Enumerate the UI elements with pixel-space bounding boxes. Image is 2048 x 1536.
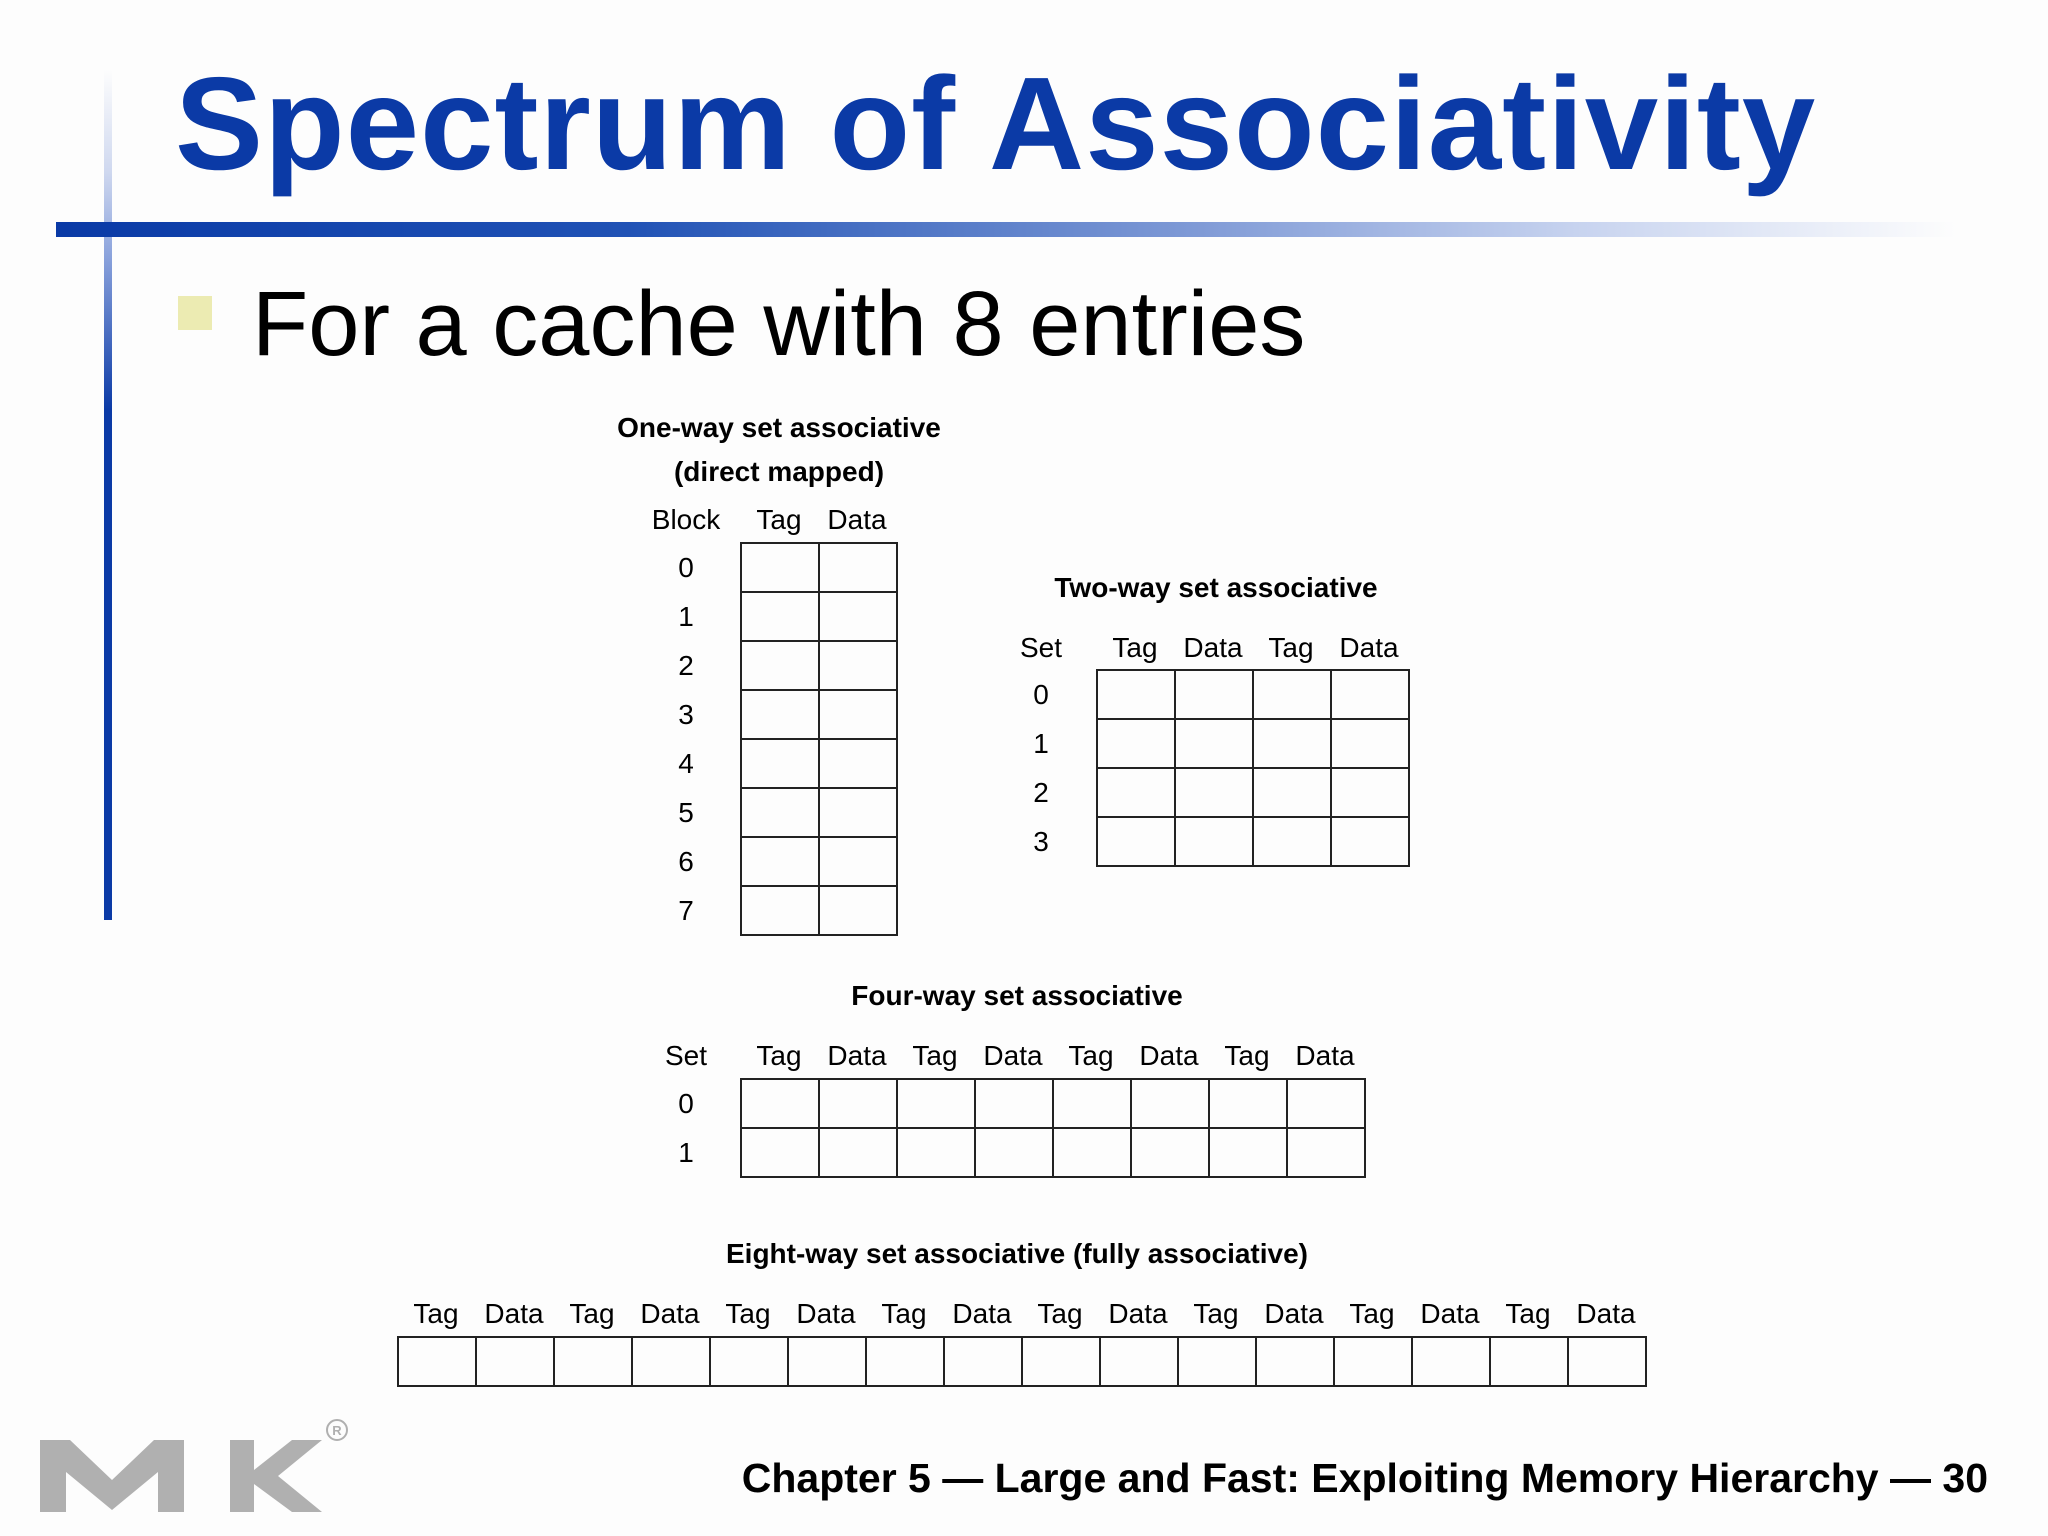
grid-row <box>741 837 897 886</box>
data-cell <box>1175 817 1253 866</box>
data-cell <box>975 1079 1053 1128</box>
data-cell <box>788 1337 866 1386</box>
eight-way-col-header: Tag <box>1505 1298 1551 1329</box>
footer-text: Chapter 5 — Large and Fast: Exploiting Memory Hierarchy — 30 <box>741 1455 1988 1501</box>
one-way-row-label: 4 <box>678 748 694 779</box>
eight-way-grid <box>397 1336 1647 1387</box>
tag-cell <box>1253 719 1331 768</box>
two-way-row-label: 3 <box>1033 826 1049 857</box>
logo-letter-m <box>40 1440 184 1512</box>
eight-way-col-header: Tag <box>1349 1298 1395 1329</box>
data-cell <box>632 1337 710 1386</box>
eight-way-col-header: Tag <box>725 1298 771 1329</box>
one-way-row-label: 6 <box>678 846 694 877</box>
tag-cell <box>1253 670 1331 719</box>
svg-text:R: R <box>332 1423 342 1438</box>
grid-row <box>741 1128 1365 1177</box>
tag-cell <box>1253 817 1331 866</box>
four-way-title: Four-way set associative <box>851 980 1183 1011</box>
grid-row <box>741 1079 1365 1128</box>
grid-row <box>741 543 897 592</box>
data-cell <box>819 543 897 592</box>
four-way-col-header: Tag <box>1224 1040 1270 1071</box>
tag-cell <box>554 1337 632 1386</box>
two-way-col-header: Tag <box>1268 632 1314 663</box>
grid-row <box>398 1337 1646 1386</box>
publisher-logo <box>40 1412 360 1527</box>
tag-cell <box>1178 1337 1256 1386</box>
tag-cell <box>866 1337 944 1386</box>
tag-cell <box>741 690 819 739</box>
two-way-grid <box>1096 669 1410 867</box>
four-way-col-header: Tag <box>912 1040 958 1071</box>
grid-row <box>1097 719 1409 768</box>
grid-row <box>741 788 897 837</box>
one-way-grid <box>740 542 898 936</box>
tag-cell <box>741 788 819 837</box>
tag-cell <box>1053 1128 1131 1177</box>
grid-row <box>741 886 897 935</box>
grid-row <box>1097 670 1409 719</box>
tag-cell <box>1253 768 1331 817</box>
four-way-col-header: Tag <box>756 1040 802 1071</box>
tag-cell <box>1097 670 1175 719</box>
tag-cell <box>1209 1079 1287 1128</box>
one-way-col-header: Tag <box>756 504 802 535</box>
two-way-row-header: Set <box>1019 632 1063 663</box>
tag-cell <box>398 1337 476 1386</box>
data-cell <box>819 1079 897 1128</box>
data-cell <box>1175 768 1253 817</box>
data-cell <box>1331 817 1409 866</box>
two-way-row-label: 0 <box>1033 679 1049 710</box>
eight-way-col-header: Tag <box>881 1298 927 1329</box>
tag-cell <box>1097 768 1175 817</box>
four-way-row-label: 1 <box>678 1137 694 1168</box>
tag-cell <box>710 1337 788 1386</box>
tag-cell <box>1097 719 1175 768</box>
data-cell <box>819 788 897 837</box>
tag-cell <box>1053 1079 1131 1128</box>
bullet-text: For a cache with 8 entries <box>252 273 1306 375</box>
data-cell <box>476 1337 554 1386</box>
four-way-col-header: Tag <box>1068 1040 1114 1071</box>
data-cell <box>1331 768 1409 817</box>
grid-row <box>1097 817 1409 866</box>
data-cell <box>1568 1337 1646 1386</box>
tag-cell <box>741 837 819 886</box>
eight-way-col-header: Data <box>1264 1298 1324 1329</box>
one-way-row-label: 1 <box>678 601 694 632</box>
grid-row <box>741 690 897 739</box>
data-cell <box>1131 1128 1209 1177</box>
tag-cell <box>741 886 819 935</box>
one-way-row-label: 5 <box>678 797 694 828</box>
tag-cell <box>897 1128 975 1177</box>
data-cell <box>1287 1128 1365 1177</box>
tag-cell <box>1334 1337 1412 1386</box>
data-cell <box>1100 1337 1178 1386</box>
four-way-row-header: Set <box>664 1040 708 1071</box>
four-way-col-header: Data <box>1295 1040 1355 1071</box>
tag-cell <box>1022 1337 1100 1386</box>
tag-cell <box>741 543 819 592</box>
tag-cell <box>1490 1337 1568 1386</box>
data-cell <box>1175 670 1253 719</box>
two-way-col-header: Tag <box>1112 632 1158 663</box>
tag-cell <box>741 592 819 641</box>
left-accent-bar <box>104 70 112 920</box>
tag-cell <box>741 641 819 690</box>
eight-way-title: Eight-way set associative (fully associative) <box>725 1238 1309 1269</box>
eight-way-col-header: Tag <box>1193 1298 1239 1329</box>
tag-cell <box>1209 1128 1287 1177</box>
grid-row <box>741 592 897 641</box>
data-cell <box>1256 1337 1334 1386</box>
four-way-col-header: Data <box>827 1040 887 1071</box>
data-cell <box>1131 1079 1209 1128</box>
data-cell <box>944 1337 1022 1386</box>
eight-way-col-header: Tag <box>1037 1298 1083 1329</box>
data-cell <box>819 641 897 690</box>
eight-way-col-header: Data <box>484 1298 544 1329</box>
one-way-row-header: Block <box>651 504 721 535</box>
data-cell <box>819 1128 897 1177</box>
data-cell <box>1331 670 1409 719</box>
eight-way-col-header: Data <box>796 1298 856 1329</box>
data-cell <box>819 690 897 739</box>
data-cell <box>819 592 897 641</box>
data-cell <box>1412 1337 1490 1386</box>
one-way-title: One-way set associative <box>617 412 941 443</box>
four-way-col-header: Data <box>1139 1040 1199 1071</box>
data-cell <box>1287 1079 1365 1128</box>
tag-cell <box>741 1079 819 1128</box>
grid-row <box>741 739 897 788</box>
data-cell <box>1175 719 1253 768</box>
one-way-subtitle: (direct mapped) <box>673 456 885 487</box>
eight-way-col-header: Data <box>1576 1298 1636 1329</box>
one-way-row-label: 0 <box>678 552 694 583</box>
two-way-row-label: 1 <box>1033 728 1049 759</box>
tag-cell <box>1097 817 1175 866</box>
two-way-col-header: Data <box>1339 632 1399 663</box>
four-way-row-label: 0 <box>678 1088 694 1119</box>
bullet-marker <box>178 296 212 330</box>
data-cell <box>819 886 897 935</box>
one-way-row-label: 2 <box>678 650 694 681</box>
grid-row <box>1097 768 1409 817</box>
grid-row <box>741 641 897 690</box>
one-way-row-label: 7 <box>678 895 694 926</box>
two-way-row-label: 2 <box>1033 777 1049 808</box>
data-cell <box>1331 719 1409 768</box>
two-way-title: Two-way set associative <box>1054 572 1378 603</box>
one-way-col-header: Data <box>827 504 887 535</box>
slide-title: Spectrum of Associativity <box>175 50 1817 197</box>
data-cell <box>975 1128 1053 1177</box>
one-way-row-label: 3 <box>678 699 694 730</box>
data-cell <box>819 837 897 886</box>
eight-way-col-header: Data <box>1420 1298 1480 1329</box>
eight-way-col-header: Tag <box>569 1298 615 1329</box>
eight-way-col-header: Data <box>1108 1298 1168 1329</box>
title-underline <box>56 222 1956 237</box>
data-cell <box>819 739 897 788</box>
tag-cell <box>897 1079 975 1128</box>
two-way-col-header: Data <box>1183 632 1243 663</box>
tag-cell <box>741 739 819 788</box>
four-way-col-header: Data <box>983 1040 1043 1071</box>
eight-way-col-header: Data <box>640 1298 700 1329</box>
eight-way-col-header: Data <box>952 1298 1012 1329</box>
four-way-grid <box>740 1078 1366 1178</box>
eight-way-col-header: Tag <box>413 1298 459 1329</box>
tag-cell <box>741 1128 819 1177</box>
